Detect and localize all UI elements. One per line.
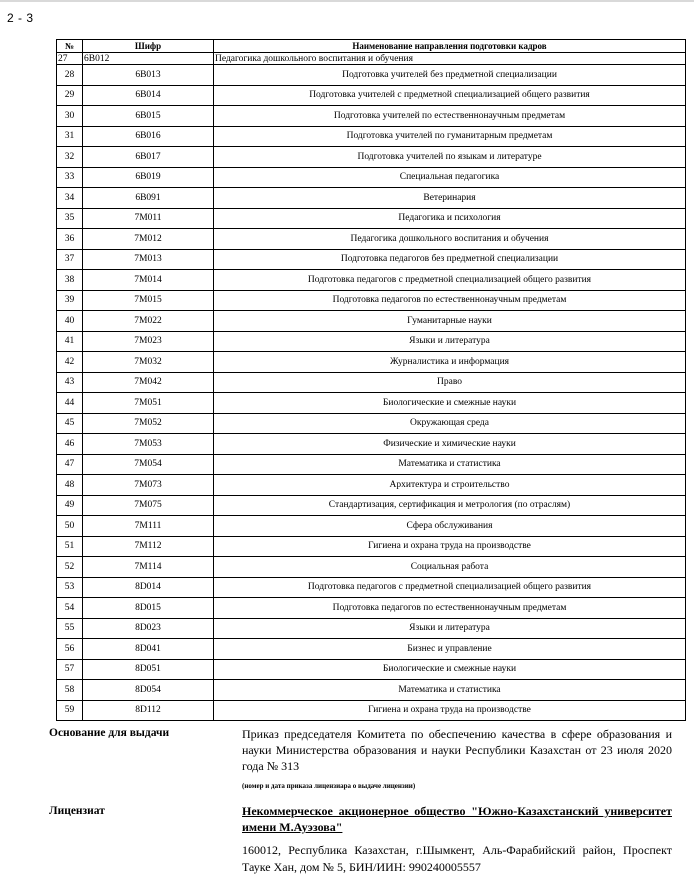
- licensee-label: Лицензиат: [49, 805, 105, 817]
- row-name: Подготовка педагогов по естественнонаучным предметам: [214, 598, 686, 619]
- row-number: 34: [57, 188, 83, 209]
- row-code: 6B015: [83, 106, 214, 127]
- row-code: 6B012: [83, 53, 214, 65]
- row-code: 7M032: [83, 352, 214, 373]
- row-code: 6B017: [83, 147, 214, 168]
- row-code: 7M022: [83, 311, 214, 332]
- row-number: 54: [57, 598, 83, 619]
- row-name: Подготовка учителей по естественнонаучным предметам: [214, 106, 686, 127]
- row-name: Гуманитарные науки: [214, 311, 686, 332]
- row-code: 8D014: [83, 577, 214, 598]
- table-row: [57, 229, 686, 250]
- row-number: 31: [57, 126, 83, 147]
- row-number: 59: [57, 700, 83, 721]
- row-name: Физические и химические науки: [214, 434, 686, 455]
- header-number: №: [57, 40, 83, 53]
- table-row: [57, 413, 686, 434]
- row-code: 7M023: [83, 331, 214, 352]
- row-number: 33: [57, 167, 83, 188]
- row-number: 49: [57, 495, 83, 516]
- row-number: 53: [57, 577, 83, 598]
- row-name: Языки и литература: [214, 331, 686, 352]
- row-number: 46: [57, 434, 83, 455]
- table-row: [57, 290, 686, 311]
- row-code: 8D041: [83, 639, 214, 660]
- table-row: [57, 167, 686, 188]
- table-row: [57, 434, 686, 455]
- row-name: Журналистика и информация: [214, 352, 686, 373]
- row-code: 7M073: [83, 475, 214, 496]
- row-name: Сфера обслуживания: [214, 516, 686, 537]
- row-code: 6B091: [83, 188, 214, 209]
- row-number: 42: [57, 352, 83, 373]
- table-row: [57, 106, 686, 127]
- row-code: 8D023: [83, 618, 214, 639]
- row-code: 7M015: [83, 290, 214, 311]
- row-number: 27: [57, 53, 83, 65]
- row-number: 47: [57, 454, 83, 475]
- basis-note: (номер и дата приказа лицензиара о выдаче лицензии): [242, 782, 416, 790]
- row-number: 39: [57, 290, 83, 311]
- row-number: 58: [57, 680, 83, 701]
- licensee-address: 160012, Республика Казахстан, г.Шымкент, Аль-Фарабийский район, Проспект Тауке Хан, дом № 5, БИН/ИИН: 990240005557: [242, 843, 672, 874]
- table-row: [57, 516, 686, 537]
- row-code: 7M012: [83, 229, 214, 250]
- row-code: 6B013: [83, 65, 214, 86]
- row-name: Стандартизация, сертификация и метрология (по отраслям): [214, 495, 686, 516]
- table-row: [57, 475, 686, 496]
- row-number: 45: [57, 413, 83, 434]
- table-row: [57, 393, 686, 414]
- row-name: Подготовка педагогов с предметной специализацией общего развития: [214, 270, 686, 291]
- page-number: 2 - 3: [7, 11, 34, 25]
- row-number: 37: [57, 249, 83, 270]
- table-row: [57, 454, 686, 475]
- row-number: 35: [57, 208, 83, 229]
- row-code: 7M011: [83, 208, 214, 229]
- row-name: Подготовка педагогов по естественнонаучным предметам: [214, 290, 686, 311]
- row-code: 7M114: [83, 557, 214, 578]
- row-number: 41: [57, 331, 83, 352]
- row-name: Подготовка учителей с предметной специализацией общего развития: [214, 85, 686, 106]
- row-name: Педагогика и психология: [214, 208, 686, 229]
- row-name: Подготовка учителей без предметной специализации: [214, 65, 686, 86]
- row-name: Ветеринария: [214, 188, 686, 209]
- row-number: 28: [57, 65, 83, 86]
- row-code: 8D112: [83, 700, 214, 721]
- row-name: Педагогика дошкольного воспитания и обучения: [214, 53, 686, 65]
- table-row: [57, 700, 686, 721]
- specialties-table: [56, 39, 686, 721]
- table-row: [57, 598, 686, 619]
- row-number: 36: [57, 229, 83, 250]
- row-code: 7M054: [83, 454, 214, 475]
- row-number: 56: [57, 639, 83, 660]
- row-number: 43: [57, 372, 83, 393]
- table-row: [57, 147, 686, 168]
- row-name: Социальная работа: [214, 557, 686, 578]
- row-name: Окружающая среда: [214, 413, 686, 434]
- row-name: Подготовка педагогов без предметной специализации: [214, 249, 686, 270]
- licensee-name: Некоммерческое акционерное общество "Южно-Казахстанский университет имени М.Ауэзова": [242, 804, 672, 834]
- row-name: Бизнес и управление: [214, 639, 686, 660]
- table-row: [57, 577, 686, 598]
- table-row: [57, 270, 686, 291]
- row-name: Гигиена и охрана труда на производстве: [214, 536, 686, 557]
- row-number: 48: [57, 475, 83, 496]
- row-code: 8D054: [83, 680, 214, 701]
- table-row: [57, 352, 686, 373]
- row-code: 8D015: [83, 598, 214, 619]
- row-number: 57: [57, 659, 83, 680]
- row-number: 40: [57, 311, 83, 332]
- row-code: 7M042: [83, 372, 214, 393]
- row-name: Педагогика дошкольного воспитания и обучения: [214, 229, 686, 250]
- row-code: 6B016: [83, 126, 214, 147]
- table-row: [57, 249, 686, 270]
- row-name: Математика и статистика: [214, 680, 686, 701]
- table-row: [57, 208, 686, 229]
- table-row: [57, 65, 686, 86]
- row-code: 7M052: [83, 413, 214, 434]
- table-row: [57, 372, 686, 393]
- top-divider: [0, 0, 694, 2]
- row-number: 29: [57, 85, 83, 106]
- row-name: Подготовка учителей по гуманитарным предметам: [214, 126, 686, 147]
- row-number: 32: [57, 147, 83, 168]
- row-code: 7M111: [83, 516, 214, 537]
- table-row: [57, 618, 686, 639]
- row-name: Архитектура и строительство: [214, 475, 686, 496]
- row-name: Математика и статистика: [214, 454, 686, 475]
- row-code: 7M075: [83, 495, 214, 516]
- row-name: Подготовка учителей по языкам и литературе: [214, 147, 686, 168]
- row-name: Право: [214, 372, 686, 393]
- table-header-row: [57, 40, 686, 53]
- table-row: [57, 331, 686, 352]
- row-code: 7M051: [83, 393, 214, 414]
- row-code: 7M112: [83, 536, 214, 557]
- row-code: 8D051: [83, 659, 214, 680]
- table-row: [57, 311, 686, 332]
- row-code: 7M013: [83, 249, 214, 270]
- basis-label: Основание для выдачи: [49, 727, 170, 739]
- table-row: [57, 680, 686, 701]
- table-row: [57, 659, 686, 680]
- row-number: 52: [57, 557, 83, 578]
- table-row: [57, 536, 686, 557]
- basis-text: Приказ председателя Комитета по обеспечению качества в сфере образования и науки Министерства образования и науки Республики Казахстан от 23 июля 2020 года № 313: [242, 727, 672, 773]
- header-name: Наименование направления подготовки кадров: [214, 40, 686, 53]
- row-number: 55: [57, 618, 83, 639]
- table-row: [57, 639, 686, 660]
- row-name: Биологические и смежные науки: [214, 393, 686, 414]
- row-number: 50: [57, 516, 83, 537]
- row-number: 51: [57, 536, 83, 557]
- row-number: 44: [57, 393, 83, 414]
- row-name: Биологические и смежные науки: [214, 659, 686, 680]
- row-name: Подготовка педагогов с предметной специализацией общего развития: [214, 577, 686, 598]
- row-code: 7M014: [83, 270, 214, 291]
- table-row: [57, 557, 686, 578]
- row-code: 6B019: [83, 167, 214, 188]
- row-name: Специальная педагогика: [214, 167, 686, 188]
- header-code: Шифр: [83, 40, 214, 53]
- table-row: [57, 126, 686, 147]
- table-row: [57, 53, 686, 65]
- row-name: Языки и литература: [214, 618, 686, 639]
- row-code: 6B014: [83, 85, 214, 106]
- row-name: Гигиена и охрана труда на производстве: [214, 700, 686, 721]
- row-number: 30: [57, 106, 83, 127]
- row-number: 38: [57, 270, 83, 291]
- table-row: [57, 85, 686, 106]
- table-row: [57, 495, 686, 516]
- table-row: [57, 188, 686, 209]
- row-code: 7M053: [83, 434, 214, 455]
